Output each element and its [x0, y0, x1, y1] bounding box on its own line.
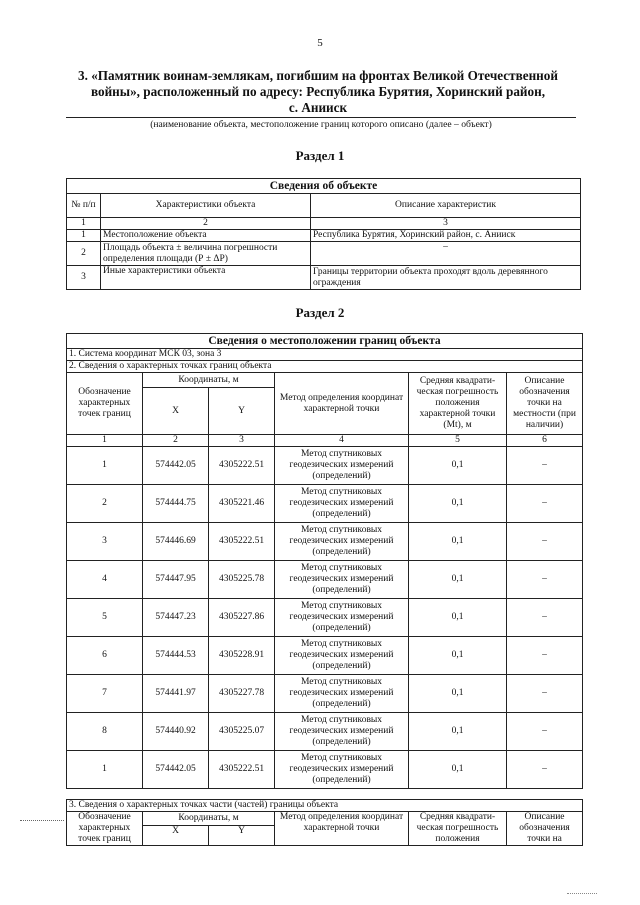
table-row: [67, 230, 581, 242]
num-cell: 3: [311, 218, 581, 230]
row-characteristic: Местоположение объекта: [101, 230, 311, 242]
table-row: [67, 675, 583, 713]
scan-artifact-bottom: [567, 893, 597, 894]
part-boundary-points-table: [66, 799, 583, 846]
point-description: –: [507, 561, 583, 599]
num-cell: 2: [143, 435, 209, 447]
point-id: 6: [67, 637, 143, 675]
point-x: 574444.75: [143, 485, 209, 523]
point-y: 4305225.07: [209, 713, 275, 751]
point-description: –: [507, 713, 583, 751]
point-mt: 0,1: [409, 675, 507, 713]
point-y: 4305221.46: [209, 485, 275, 523]
title-note: (наименование объекта, местоположение границ которого описано (далее – объект): [150, 119, 492, 130]
point-id: 1: [67, 447, 143, 485]
point-description: –: [507, 637, 583, 675]
table-row: [67, 713, 583, 751]
point-mt: 0,1: [409, 599, 507, 637]
object-info-title: Сведения об объекте: [67, 179, 581, 194]
point-x: 574447.95: [143, 561, 209, 599]
point-x: 574441.97: [143, 675, 209, 713]
point-description: –: [507, 447, 583, 485]
point-mt: 0,1: [409, 523, 507, 561]
part-col-header-mt: Средняя квадрати-ческая погрешность положения: [409, 812, 507, 846]
title-line-2: войны», расположенный по адресу: Республика Бурятия, Хоринский район,: [90, 84, 546, 99]
point-description: –: [507, 675, 583, 713]
row-characteristic: Площадь объекта ± величина погрешности определения площади (Р ± ΔР): [101, 242, 311, 266]
page-number: 5: [317, 37, 323, 49]
table-row: [67, 266, 581, 290]
num-cell: 1: [67, 218, 101, 230]
point-description: –: [507, 599, 583, 637]
table-row: [67, 637, 583, 675]
point-id: 2: [67, 485, 143, 523]
boundary-points-table: [66, 333, 583, 789]
boundary-table-title: Сведения о местоположении границ объекта: [67, 334, 583, 349]
col-header-x: X: [143, 388, 209, 435]
point-id: 3: [67, 523, 143, 561]
num-cell: 2: [101, 218, 311, 230]
row-description: –: [311, 242, 581, 266]
point-method: Метод спутниковых геодезических измерений (определений): [275, 751, 409, 789]
table-row: [67, 242, 581, 266]
point-x: 574442.05: [143, 751, 209, 789]
col-header-description: Описание характеристик: [311, 194, 581, 218]
point-description: –: [507, 751, 583, 789]
section-2-heading: Раздел 2: [295, 305, 345, 320]
point-x: 574446.69: [143, 523, 209, 561]
num-cell: 3: [209, 435, 275, 447]
points-header: 2. Сведения о характерных точках границ объекта: [67, 361, 583, 373]
point-x: 574444.53: [143, 637, 209, 675]
col-header-y: Y: [209, 388, 275, 435]
point-mt: 0,1: [409, 485, 507, 523]
num-cell: 4: [275, 435, 409, 447]
table-row: [67, 523, 583, 561]
point-y: 4305222.51: [209, 523, 275, 561]
point-description: –: [507, 523, 583, 561]
row-characteristic: Иные характеристики объекта: [101, 266, 311, 290]
part-points-header: 3. Сведения о характерных точках части (частей) границы объекта: [67, 800, 583, 812]
row-description: Границы территории объекта проходят вдоль деревянного ограждения: [311, 266, 581, 290]
table-row: [67, 485, 583, 523]
point-method: Метод спутниковых геодезических измерений (определений): [275, 637, 409, 675]
table-row: [67, 561, 583, 599]
row-no: 1: [67, 230, 101, 242]
point-method: Метод спутниковых геодезических измерений (определений): [275, 599, 409, 637]
title-line-1: 3. «Памятник воинам-землякам, погибшим на фронтах Великой Отечественной: [78, 68, 558, 83]
table-row: [67, 447, 583, 485]
col-header-no: № п/п: [67, 194, 101, 218]
row-no: 3: [67, 266, 101, 290]
title-line-3: с. Анииск: [288, 100, 348, 115]
table-row: [67, 599, 583, 637]
point-id: 7: [67, 675, 143, 713]
coordinate-system: 1. Система координат МСК 03, зона 3: [67, 349, 583, 361]
point-method: Метод спутниковых геодезических измерений (определений): [275, 675, 409, 713]
point-x: 574442.05: [143, 447, 209, 485]
point-x: 574447.23: [143, 599, 209, 637]
part-col-header-coordinates: Координаты, м: [143, 812, 275, 826]
part-col-header-x: X: [143, 825, 209, 845]
document-title: [68, 68, 568, 116]
part-col-header-y: Y: [209, 825, 275, 845]
col-header-method: Метод определения координат характерной точки: [275, 373, 409, 435]
part-col-header-designation: Обозначение характерных точек границ: [67, 812, 143, 846]
point-y: 4305222.51: [209, 751, 275, 789]
col-header-coordinates: Координаты, м: [143, 373, 275, 388]
point-method: Метод спутниковых геодезических измерений (определений): [275, 447, 409, 485]
point-y: 4305222.51: [209, 447, 275, 485]
part-col-header-method: Метод определения координат характерной точки: [275, 812, 409, 846]
point-method: Метод спутниковых геодезических измерений (определений): [275, 485, 409, 523]
row-no: 2: [67, 242, 101, 266]
section-1-heading: Раздел 1: [295, 148, 345, 163]
point-description: –: [507, 485, 583, 523]
point-mt: 0,1: [409, 637, 507, 675]
point-x: 574440.92: [143, 713, 209, 751]
point-y: 4305225.78: [209, 561, 275, 599]
col-header-point-description: Описание обозначения точки на местности (при наличии): [507, 373, 583, 435]
point-id: 8: [67, 713, 143, 751]
point-id: 5: [67, 599, 143, 637]
num-cell: 5: [409, 435, 507, 447]
point-mt: 0,1: [409, 561, 507, 599]
object-info-table: [66, 178, 581, 290]
table-row: [67, 751, 583, 789]
point-id: 1: [67, 751, 143, 789]
col-header-characteristic: Характеристики объекта: [101, 194, 311, 218]
point-mt: 0,1: [409, 713, 507, 751]
point-method: Метод спутниковых геодезических измерений (определений): [275, 523, 409, 561]
num-cell: 1: [67, 435, 143, 447]
num-cell: 6: [507, 435, 583, 447]
scan-artifact-left: [20, 820, 64, 821]
point-method: Метод спутниковых геодезических измерений (определений): [275, 561, 409, 599]
point-y: 4305227.86: [209, 599, 275, 637]
row-description: Республика Бурятия, Хоринский район, с. Анииск: [311, 230, 581, 242]
point-id: 4: [67, 561, 143, 599]
col-header-mt: Средняя квадрати-ческая погрешность положения характерной точки (Мt), м: [409, 373, 507, 435]
point-mt: 0,1: [409, 447, 507, 485]
col-header-designation: Обозначение характерных точек границ: [67, 373, 143, 435]
point-y: 4305227.78: [209, 675, 275, 713]
part-col-header-description: Описание обозначения точки на: [507, 812, 583, 846]
point-y: 4305228.91: [209, 637, 275, 675]
title-underline: [66, 117, 576, 118]
point-method: Метод спутниковых геодезических измерений (определений): [275, 713, 409, 751]
point-mt: 0,1: [409, 751, 507, 789]
